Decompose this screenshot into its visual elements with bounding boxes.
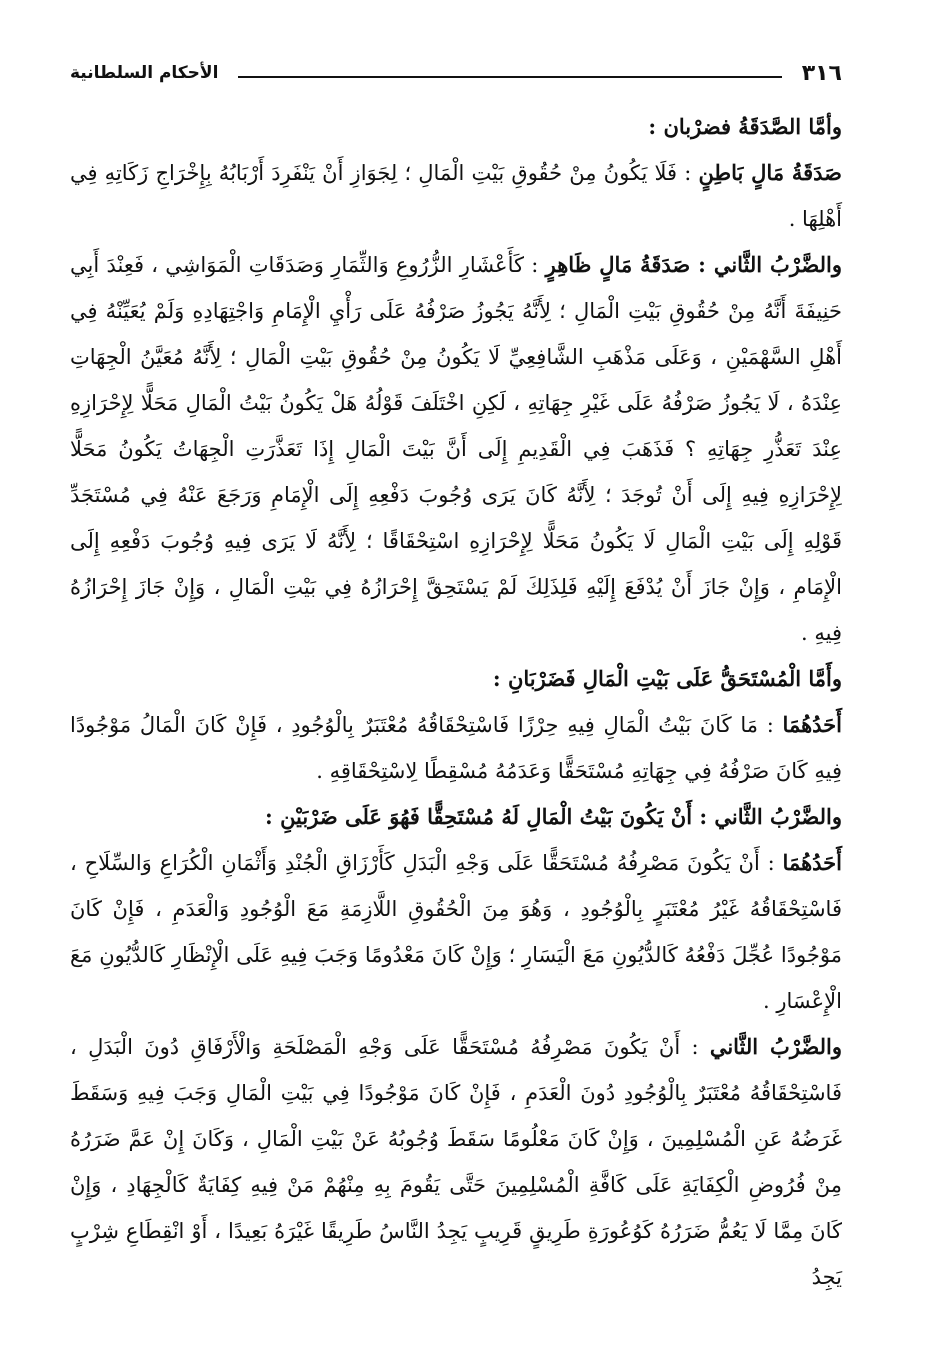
heading-text: وأمَّا الصَّدَقَةُ فضرْبان : (648, 114, 842, 139)
paragraph-text: : أَنْ يَكُونَ مَصْرِفُهُ مُسْتَحَقًّا عَلَى وَجْهِ الْمَصْلَحَةِ وَالْأَرْفَاقِ دُونَ الْبَدَلِ ، فَاسْتِحْقَاقُهُ مُعْتَبَرٌ بِالْوُجُودِ دُونَ الْعَدَمِ ، فَإِنْ كَانَ مَوْجُودًا فِي بَيْتِ الْمَالِ وَجَبَ فِيهِ وَسَقَطَ غَرَضُهُ عَنِ الْمُسْلِمِينَ ، وَإِنْ كَانَ مَعْلُومًا سَقَطَ وُجُوبُهُ عَنْ بَيْتِ الْمَالِ ، وَكَانَ إِنْ عَمَّ ضَرَرُهُ مِنْ فُرُوضِ الْكِفَايَةِ عَلَى كَافَّةِ الْمُسْلِمِينَ حَتَّى يَقُومَ بِهِ مِنْهُمْ مَنْ فِيهِ كِفَايَةٌ كَالْجِهَادِ ، وَإِنْ كَانَ مِمَّا لَا يَعُمُّ ضَرَرُهُ كَوُعُورَةِ طَرِيقٍ قَرِيبٍ يَجِدُ النَّاسُ طَرِيقًا غَيْرَهُ بَعِيدًا ، أَوْ انْقِطَاعِ شِرْبٍ يَجِدُ (70, 1035, 842, 1289)
header-rule (238, 76, 781, 78)
book-title: الأحكام السلطانية (70, 63, 219, 83)
page-number: ٣١٦ (801, 60, 842, 86)
section-heading-treasury-dues (70, 656, 842, 702)
paragraph-hidden-wealth (70, 150, 842, 242)
paragraph-text: : مَا كَانَ بَيْتُ الْمَالِ فِيهِ حِرْزًا فَاسْتِحْقَاقُهُ مُعْتَبَرٌ بِالْوُجُودِ ، فَإِنْ كَانَ الْمَالُ مَوْجُودًا فِيهِ كَانَ صَرْفُهُ فِي جِهَاتِهِ مُسْتَحَقًّا وَعَدَمُهُ مُسْقِطًا لِاسْتِحْقَاقِهِ . (70, 713, 842, 783)
section-heading-sadaqa (70, 104, 842, 150)
paragraph-second-type-intro (70, 794, 842, 840)
paragraph-lead: والضَّرْبُ الثَّاني (709, 1034, 842, 1059)
paragraph-apparent-wealth (70, 242, 842, 656)
paragraph-lead: والضَّرْبُ الثَّاني : صَدَقَةُ مَالٍ ظَاهِرٍ (545, 252, 842, 277)
running-header (70, 56, 842, 90)
paragraph-substitution (70, 840, 842, 1024)
paragraph-text: : فَلَا يَكُونُ مِنْ حُقُوقِ بَيْتِ الْمَالِ ؛ لِجَوَازِ أَنْ يَنْفَرِدَ أَرْبَابُهُ بِإِخْرَاجِ زَكَاتِهِ فِي أَهْلِهَا . (70, 161, 842, 231)
paragraph-text: : كَأَعْشَارِ الزُّرُوعِ وَالثِّمَارِ وَصَدَقَاتِ الْمَوَاشِي ، فَعِنْدَ أَبِي حَنِيفَةَ أَنَّهُ مِنْ حُقُوقِ بَيْتِ الْمَالِ ؛ لِأَنَّهُ يَجُوزُ صَرْفُهُ عَلَى رَأْيِ الْإِمَامِ وَاجْتِهَادِهِ وَلَمْ يُعَيِّنْهُ فِي أَهْلِ السَّهْمَيْنِ ، وَعَلَى مَذْهَبِ الشَّافِعِيِّ لَا يَكُونُ مِنْ حُقُوقِ بَيْتِ الْمَالِ ؛ لِأَنَّهُ مُعَيَّنُ الْجِهَاتِ عِنْدَهُ ، لَا يَجُوزُ صَرْفُهُ عَلَى غَيْرِ جِهَاتِهِ ، لَكِنِ اخْتَلَفَ قَوْلُهُ هَلْ يَكُونُ بَيْتُ الْمَالِ مَحَلًّا لِإِحْرَازِهِ عِنْدَ تَعَذُّرِ جِهَاتِهِ ؟ فَذَهَبَ فِي الْقَدِيمِ إِلَى أَنَّ بَيْتَ الْمَالِ إِذَا تَعَذَّرَتِ الْجِهَاتُ يَكُونُ مَحَلًّا لِإِحْرَازِهِ فِيهِ إِلَى أَنْ تُوجَدَ ؛ لِأَنَّهُ كَانَ يَرَى وُجُوبَ دَفْعِهِ إِلَى الْإِمَامِ وَرَجَعَ عَنْهُ فِي مُسْتَجَدِّ قَوْلِهِ إِلَى بَيْتِ الْمَالِ لَا يَكُونُ مَحَلًّا لِإِحْرَازِهِ اسْتِحْقَاقًا ؛ لِأَنَّهُ لَا يَرَى فِيهِ وُجُوبَ دَفْعِهِ إِلَى الْإِمَامِ ، وَإِنْ جَازَ أَنْ يُدْفَعَ إِلَيْهِ فَلِذَلِكَ لَمْ يَسْتَحِقَّ إِحْرَازُهُ فِي بَيْتِ الْمَالِ ، وَإِنْ جَازَ إِحْرَازُهُ فِيهِ . (70, 253, 842, 645)
paragraph-first-type (70, 702, 842, 794)
paragraph-lead: أَحَدُهُمَا (782, 712, 842, 737)
heading-text: وأَمَّا الْمُسْتَحَقُّ عَلَى بَيْتِ الْمَالِ فَضَرْبَانِ : (492, 666, 842, 691)
paragraph-lead: أَحَدُهُمَا (782, 850, 842, 875)
text-body (70, 104, 842, 1300)
paragraph-lead: صَدَقَةُ مَالٍ بَاطِنٍ (698, 160, 842, 185)
paragraph-lead: والضَّرْبُ الثَّاني : أَنْ يَكُونَ بَيْتُ الْمَالِ لَهُ مُسْتَحِقًّا فَهُوَ عَلَى ضَرْبَيْنِ : (265, 804, 842, 829)
paragraph-text: : أَنْ يَكُونَ مَصْرِفُهُ مُسْتَحَقًّا عَلَى وَجْهِ الْبَدَلِ كَأَرْزَاقِ الْجُنْدِ وَأَثْمَانِ الْكُرَاعِ وَالسِّلَاحِ ، فَاسْتِحْقَاقُهُ غَيْرُ مُعْتَبَرٍ بِالْوُجُودِ ، وَهُوَ مِنَ الْحُقُوقِ اللَّازِمَةِ مَعَ الْوُجُودِ وَالْعَدَمِ ، فَإِنْ كَانَ مَوْجُودًا عُجِّلَ دَفْعُهُ كَالدُّيُونِ مَعَ الْيَسَارِ ؛ وَإِنْ كَانَ مَعْدُومًا وَجَبَ فِيهِ عَلَى الْإِنْظَارِ كَالدُّيُونِ مَعَ الْإِعْسَارِ . (70, 851, 842, 1013)
paragraph-public-interest (70, 1024, 842, 1300)
